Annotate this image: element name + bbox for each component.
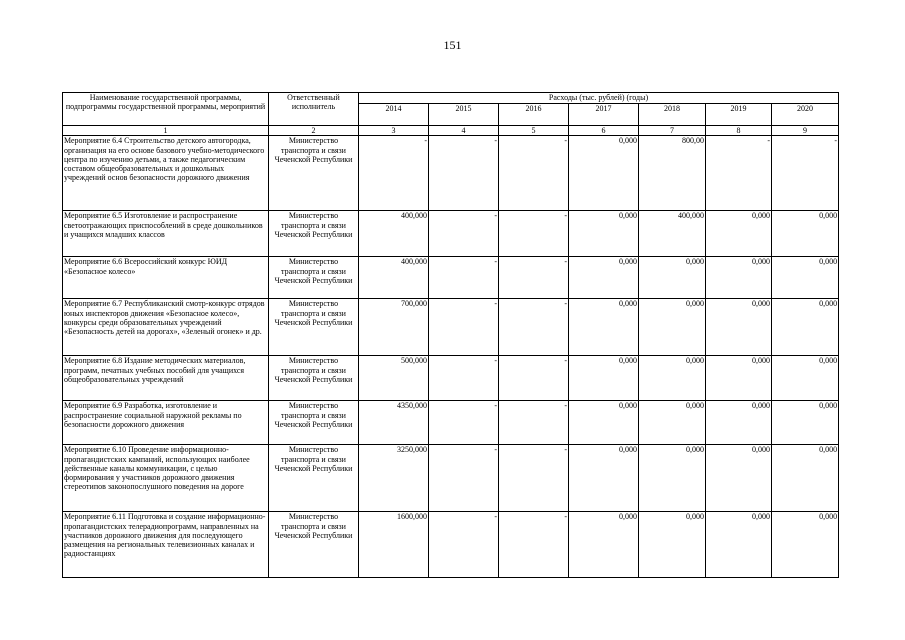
header-executor: Ответственный исполнитель xyxy=(269,93,359,126)
expense-value: 4350,000 xyxy=(359,401,429,445)
expense-value: - xyxy=(429,257,499,299)
expense-value: 0,000 xyxy=(569,257,639,299)
expense-value: 0,000 xyxy=(639,257,706,299)
executor-name: Министерство транспорта и связи Чеченской Республики xyxy=(269,512,359,578)
header-year: 2015 xyxy=(429,103,499,125)
expense-value: - xyxy=(429,445,499,512)
header-year: 2018 xyxy=(639,103,706,125)
expense-value: 3250,000 xyxy=(359,445,429,512)
column-number: 5 xyxy=(499,126,569,136)
expense-value: - xyxy=(499,211,569,257)
executor-name: Министерство транспорта и связи Чеченской Республики xyxy=(269,445,359,512)
column-number: 4 xyxy=(429,126,499,136)
table-row xyxy=(63,445,839,512)
expense-value: 0,000 xyxy=(706,512,772,578)
expense-value: 0,000 xyxy=(772,401,839,445)
activity-name: Мероприятие 6.4 Строительство детского автогородка, организация на его основе базового учебно-методического центра по изучению детьми, а также педагогическим составом общеобразовательных и дошкольных учреждений основ безопасности дорожного движения xyxy=(63,136,269,211)
expense-value: - xyxy=(499,257,569,299)
activity-name: Мероприятие 6.8 Издание методических материалов, программ, печатных учебных пособий для учащихся общеобразовательных учреждений xyxy=(63,356,269,401)
expense-value: 0,000 xyxy=(706,257,772,299)
executor-name: Министерство транспорта и связи Чеченской Республики xyxy=(269,211,359,257)
expense-value: 0,000 xyxy=(569,512,639,578)
expense-value: 0,000 xyxy=(772,445,839,512)
activity-name: Мероприятие 6.10 Проведение информационно-пропагандистских кампаний, использующих наиболее действенные каналы коммуникации, с целью формирования у участников дорожного движения стереотипов законопослушного поведения на дороге xyxy=(63,445,269,512)
expense-value: 0,000 xyxy=(569,299,639,356)
column-number: 1 xyxy=(63,126,269,136)
expense-value: 0,000 xyxy=(639,512,706,578)
expense-value: 0,000 xyxy=(569,445,639,512)
expense-value: - xyxy=(706,136,772,211)
expense-value: - xyxy=(429,401,499,445)
executor-name: Министерство транспорта и связи Чеченской Республики xyxy=(269,401,359,445)
table-row xyxy=(63,299,839,356)
page-number: 151 xyxy=(443,38,462,52)
expense-value: 800,00 xyxy=(639,136,706,211)
expense-value: 0,000 xyxy=(706,356,772,401)
expense-value: 400,000 xyxy=(359,257,429,299)
column-number: 6 xyxy=(569,126,639,136)
expense-value: - xyxy=(499,299,569,356)
header-expenses: Расходы (тыс. рублей) (годы) xyxy=(359,93,839,104)
expense-value: 0,000 xyxy=(772,512,839,578)
table-row xyxy=(63,211,839,257)
executor-name: Министерство транспорта и связи Чеченской Республики xyxy=(269,299,359,356)
table-row xyxy=(63,512,839,578)
expense-value: - xyxy=(499,512,569,578)
executor-name: Министерство транспорта и связи Чеченской Республики xyxy=(269,257,359,299)
activity-name: Мероприятие 6.6 Всероссийский конкурс ЮИД «Безопасное колесо» xyxy=(63,257,269,299)
activity-name: Мероприятие 6.7 Республиканский смотр-конкурс отрядов юных инспекторов движения «Безопасное колесо», конкурсы среди образовательных учреждений «Безопасность детей на дорогах», «Зеленый огонек» и др. xyxy=(63,299,269,356)
column-number-row xyxy=(63,126,839,136)
expense-value: 400,000 xyxy=(359,211,429,257)
expense-value: - xyxy=(429,512,499,578)
expenses-table xyxy=(62,92,839,578)
expense-value: 1600,000 xyxy=(359,512,429,578)
column-number: 8 xyxy=(706,126,772,136)
table-row xyxy=(63,136,839,211)
header-name: Наименование государственной программы, подпрограммы государственной программы, мероприятий xyxy=(63,93,269,126)
expense-value: - xyxy=(772,136,839,211)
header-year: 2017 xyxy=(569,103,639,125)
expense-value: 0,000 xyxy=(772,356,839,401)
expense-value: 400,000 xyxy=(639,211,706,257)
expense-value: 0,000 xyxy=(706,299,772,356)
header-year: 2019 xyxy=(706,103,772,125)
expense-value: - xyxy=(429,299,499,356)
expense-value: 500,000 xyxy=(359,356,429,401)
expense-value: 0,000 xyxy=(569,356,639,401)
column-number: 7 xyxy=(639,126,706,136)
activity-name: Мероприятие 6.5 Изготовление и распространение светоотражающих приспособлений в среде дошкольников и учащихся младших классов xyxy=(63,211,269,257)
expense-value: - xyxy=(499,136,569,211)
expense-value: - xyxy=(359,136,429,211)
expense-value: 0,000 xyxy=(639,401,706,445)
header-year: 2014 xyxy=(359,103,429,125)
activity-name: Мероприятие 6.9 Разработка, изготовление и распространение социальной наружной рекламы по безопасности дорожного движения xyxy=(63,401,269,445)
executor-name: Министерство транспорта и связи Чеченской Республики xyxy=(269,136,359,211)
expense-value: - xyxy=(499,356,569,401)
expense-value: 0,000 xyxy=(639,445,706,512)
expense-value: 0,000 xyxy=(569,401,639,445)
header-year: 2020 xyxy=(772,103,839,125)
expense-value: 0,000 xyxy=(772,299,839,356)
expense-value: 0,000 xyxy=(569,136,639,211)
expense-value: 0,000 xyxy=(706,445,772,512)
table-row xyxy=(63,356,839,401)
expense-value: 0,000 xyxy=(772,257,839,299)
table-row xyxy=(63,401,839,445)
expense-value: 0,000 xyxy=(772,211,839,257)
expense-value: 0,000 xyxy=(639,299,706,356)
activity-name: Мероприятие 6.11 Подготовка и создание информационно-пропагандистских телерадиопрограмм, направленных на участников дорожного движения для последующего размещения на региональных телевизионных каналах и радиостанциях xyxy=(63,512,269,578)
expense-value: - xyxy=(429,356,499,401)
expense-value: 0,000 xyxy=(569,211,639,257)
expense-value: 700,000 xyxy=(359,299,429,356)
expense-value: - xyxy=(429,211,499,257)
header-year: 2016 xyxy=(499,103,569,125)
expense-value: - xyxy=(429,136,499,211)
column-number: 9 xyxy=(772,126,839,136)
executor-name: Министерство транспорта и связи Чеченской Республики xyxy=(269,356,359,401)
expense-value: - xyxy=(499,401,569,445)
expense-value: 0,000 xyxy=(639,356,706,401)
expense-value: - xyxy=(499,445,569,512)
expense-value: 0,000 xyxy=(706,211,772,257)
column-number: 3 xyxy=(359,126,429,136)
table-row xyxy=(63,257,839,299)
column-number: 2 xyxy=(269,126,359,136)
expense-value: 0,000 xyxy=(706,401,772,445)
